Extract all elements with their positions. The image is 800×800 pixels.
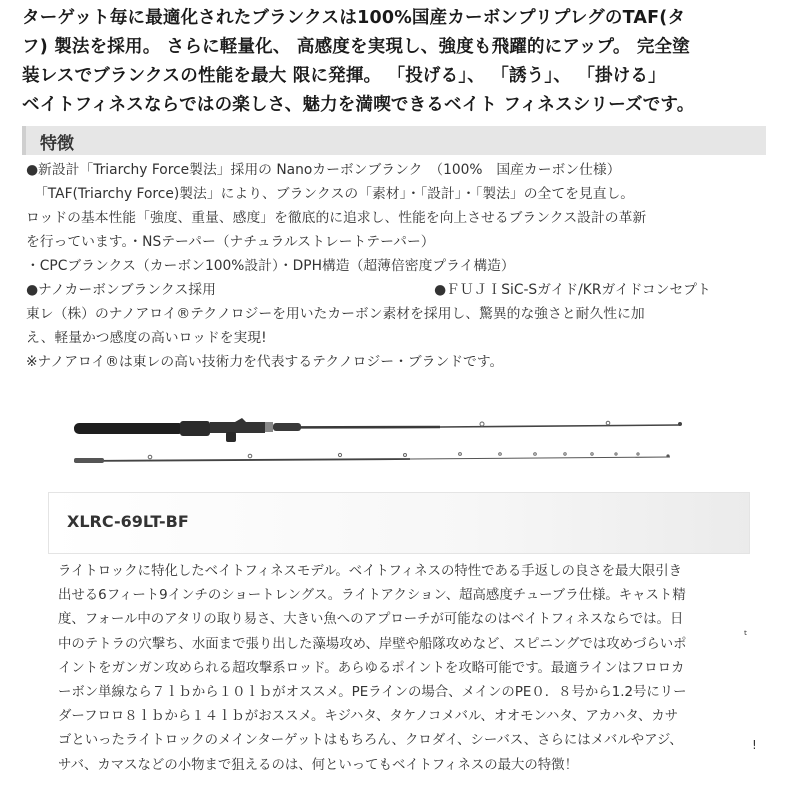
feature-split-row (26, 278, 766, 302)
nano-line: え、軽量かつ感度の高いロッドを実現! (26, 330, 267, 346)
fuji-guide-item: ●ＦＵＪＩSiC-Sガイド/KRガイドコンセプト (434, 282, 711, 298)
intro-line: ターゲット毎に最適化されたブランクスは100%国産カーボンプリプレグのTAF(タ (22, 8, 686, 28)
description-line: 出せる6フィート9インチのショートレングス。ライトアクション、超高感度チューブラ仕様。キャスト精 (58, 588, 686, 604)
features-section (26, 158, 766, 374)
intro-line: 装レスでブランクスの性能を最大 限に発揮。 「投げる」、 「誘う」、 「掛ける」 (22, 66, 666, 86)
model-name: XLRC-69LT-BF (67, 512, 189, 531)
description-line: 度、フォール中のアタリの取り易さ、大きい魚へのアプローチが可能なのはベイトフィネスならでは。日 (58, 612, 684, 628)
feature-line: を行っています。・NSテーパー（ナチュラルストレートテーパー） (26, 234, 435, 250)
margin-mark: ᵗ (744, 628, 748, 642)
description-line: ダーフロロ８ｌｂから１４ｌｂがおススメ。キジハタ、タケノコメバル、オオモンハタ、アカハタ、カサ (58, 709, 679, 725)
model-description (58, 560, 748, 778)
intro-paragraph (22, 4, 782, 120)
butt-section (74, 418, 682, 442)
features-title: 特徴 (40, 134, 74, 154)
description-line: ーボン単線なら７ｌｂから１０ｌｂがオススメ。PEラインの場合、メインのPE０．８号から1.2号にリー (58, 685, 687, 701)
features-header (22, 126, 766, 155)
nano-line: 東レ（株）のナノアロイ®テクノロジーを用いたカーボン素材を採用し、驚異的な強さと耐久性に加 (26, 306, 645, 322)
description-line: サバ、カマスなどの小物まで狙えるのは、何といってもベイトフィネスの最大の特徴！ (58, 757, 578, 773)
margin-mark: ! (752, 738, 757, 752)
description-line: イントをガンガン攻められる超攻撃系ロッド。あらゆるポイントを攻略可能です。最適ラインはフロロカ (58, 660, 685, 676)
rod-illustration (60, 400, 700, 480)
feature-line: ・CPCブランクス（カーボン100%設計）・DPH構造（超薄倍密度プライ構造） (26, 258, 515, 274)
tip-section (74, 453, 670, 463)
feature-line: ●新設計「Triarchy Force製法」採用の Nanoカーボンブランク （100% 国産カーボン仕様） (26, 162, 621, 178)
intro-line: ベイトフィネスならではの楽しさ、魅力を満喫できるベイト フィネスシリーズです。 (22, 95, 695, 115)
model-name-box (48, 492, 750, 554)
nano-carbon-item: ●ナノカーボンブランクス採用 (26, 282, 216, 298)
nano-line: ※ナノアロイ®は東レの高い技術力を代表するテクノロジー・ブランドです。 (26, 354, 504, 370)
intro-line: フ) 製法を採用。 さらに軽量化、 高感度を実現し、強度も飛躍的にアップ。 完全塗 (22, 37, 690, 57)
feature-line: ロッドの基本性能「強度、重量、感度」を徹底的に追求し、性能を向上させるブランクス設計の革新 (26, 210, 647, 226)
description-line: ライトロックに特化したベイトフィネスモデル。ベイトフィネスの特性である手返しの良さを最大限引き (58, 564, 682, 579)
description-line: ゴといったライトロックのメインターゲットはもちろん、クロダイ、シーバス、さらにはメバルやアジ、 (58, 733, 683, 749)
feature-line: 「TAF(Triarchy Force)製法」により、ブランクスの「素材」・「設計」・「製法」の全てを見直し。 (34, 186, 635, 202)
description-line: 中のテトラの穴撃ち、水面まで張り出した藻場攻め、岸壁や船隊攻めなど、スピニングでは攻めづらいポ (58, 636, 687, 652)
rod-image (60, 400, 700, 480)
